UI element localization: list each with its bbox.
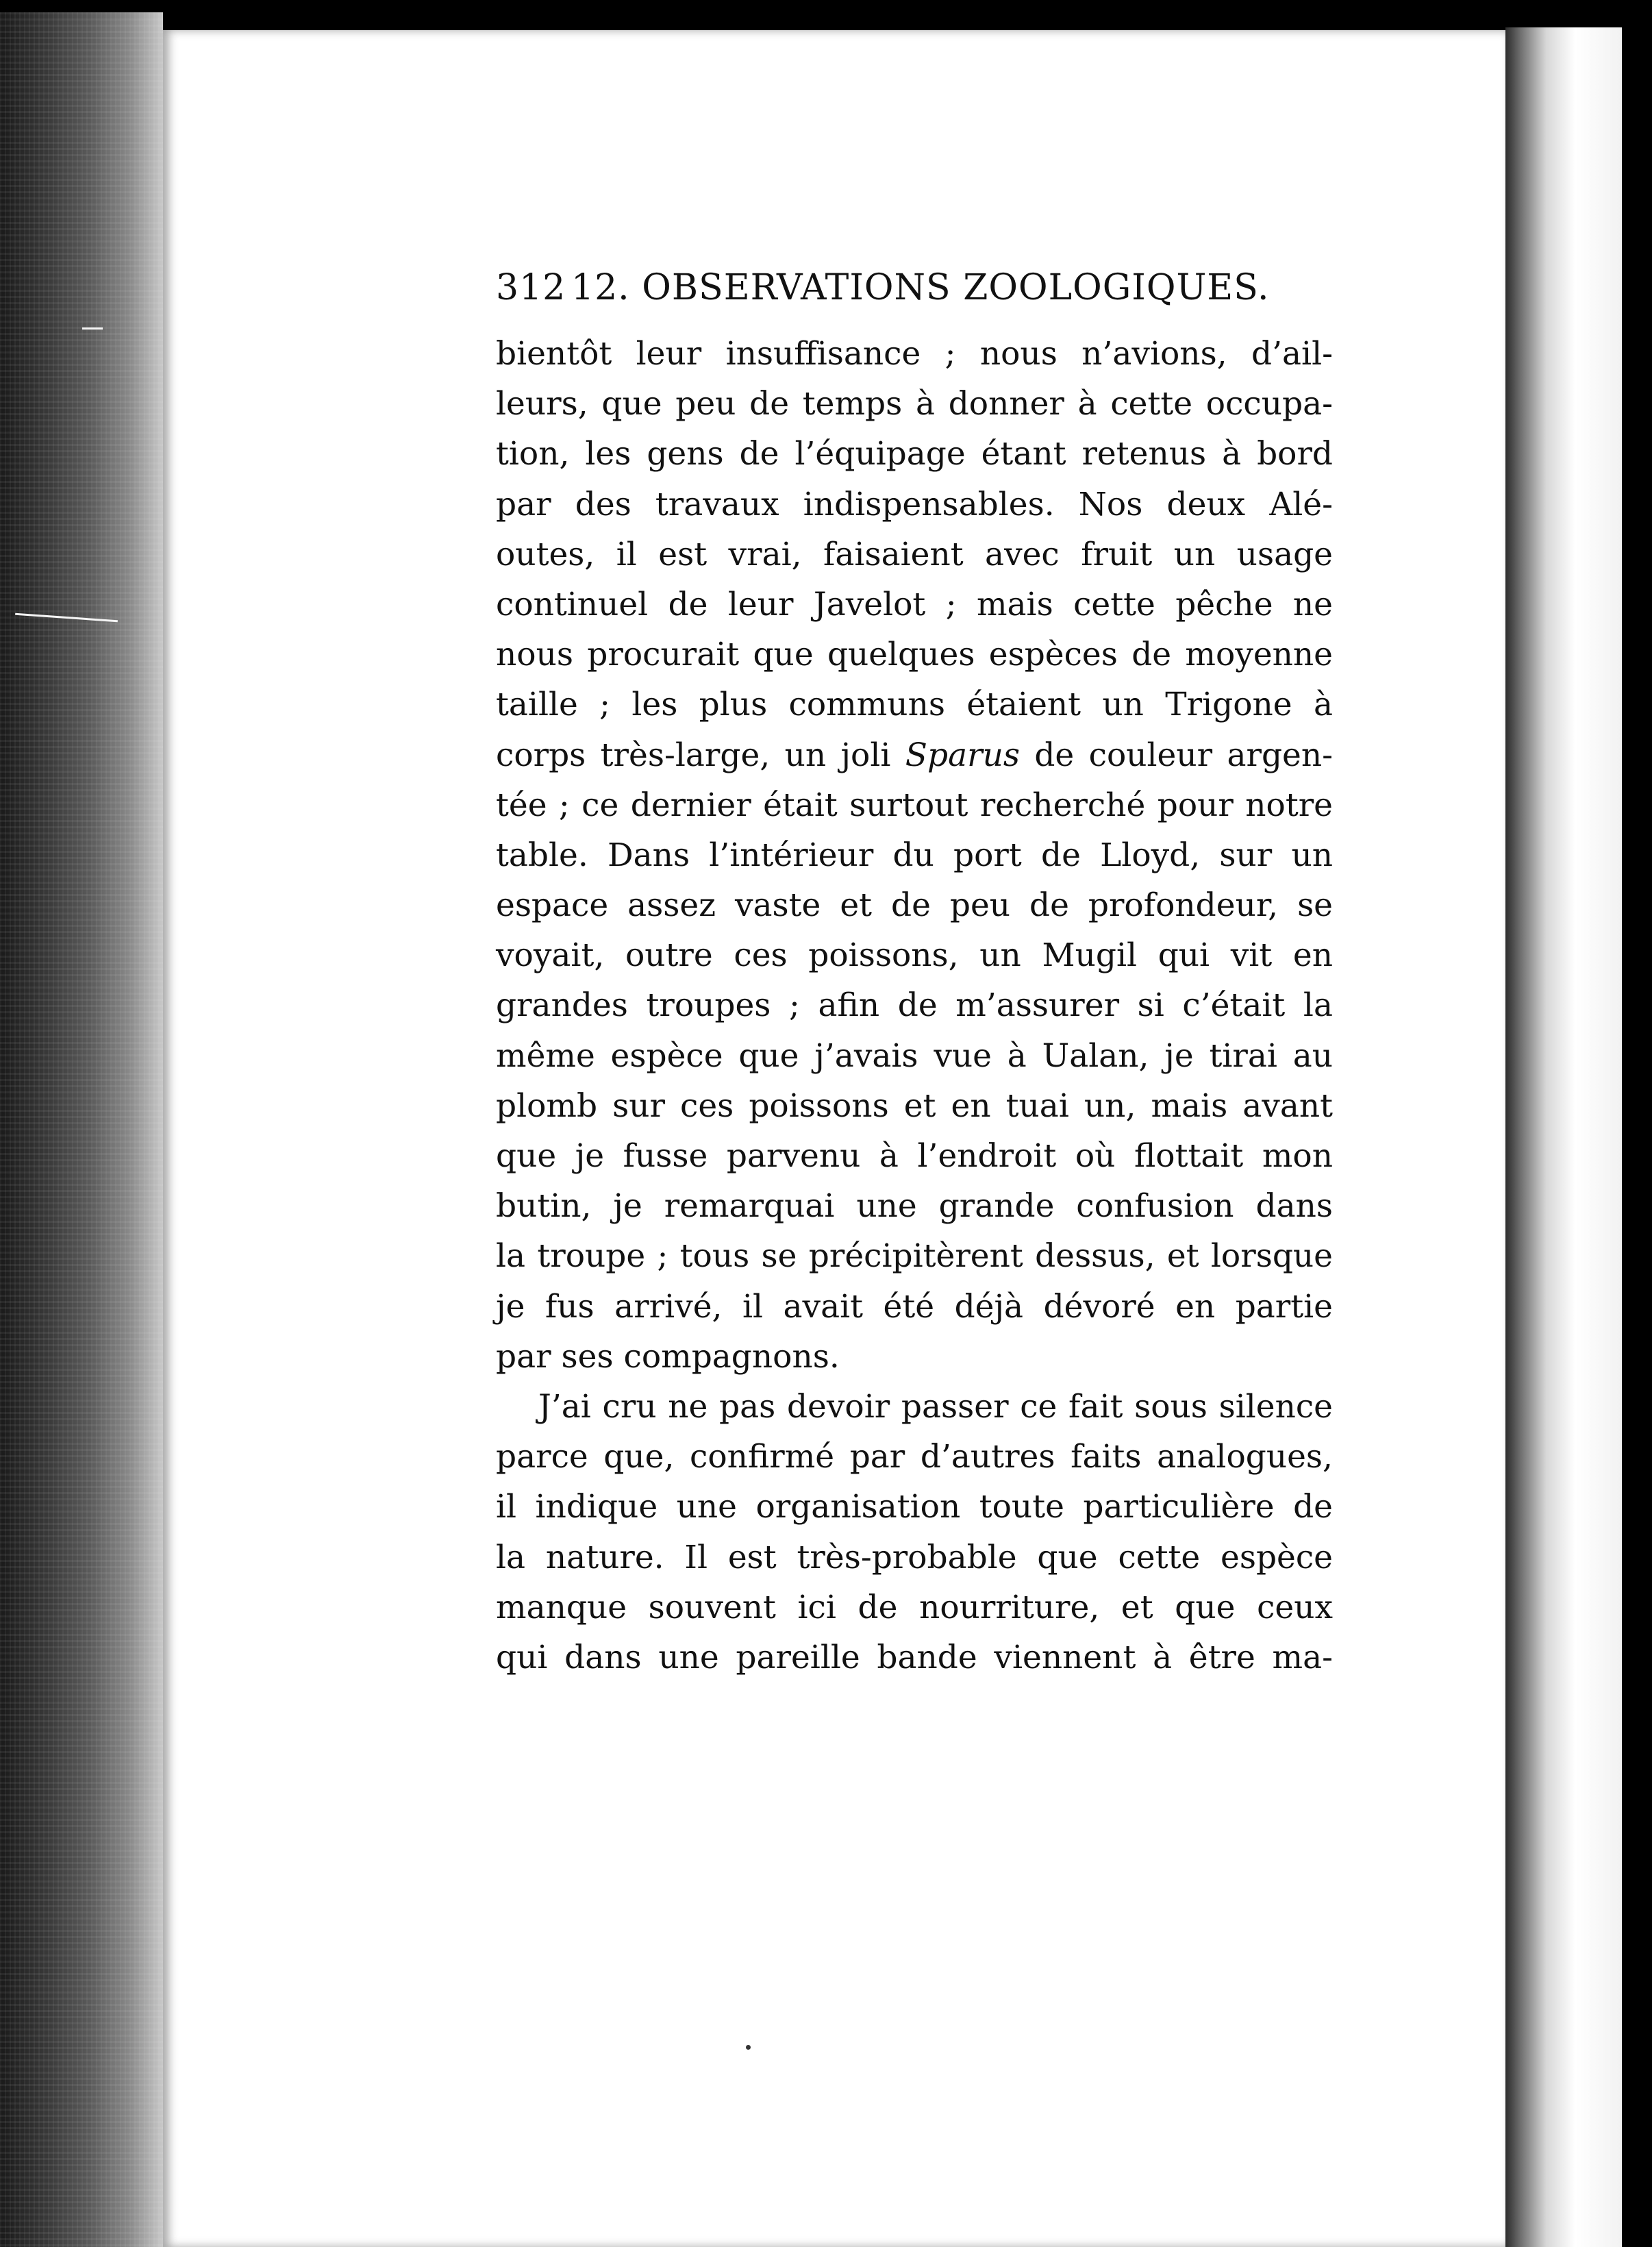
running-title: 12. OBSERVATIONS ZOOLOGIQUES.	[571, 267, 1270, 308]
right-scan-border	[1622, 0, 1652, 2247]
text-line: tée ; ce dernier était surtout recherché pour notre	[496, 786, 1333, 824]
text-line: J’ai cru ne pas devoir passer ce fait sous silence	[538, 1387, 1333, 1426]
text-line: par ses compagnons.	[496, 1337, 840, 1376]
text-line: nous procurait que quelques espèces de moyenne	[496, 636, 1333, 674]
text-line: parce que, confirmé par d’autres faits analogues,	[496, 1438, 1333, 1476]
facing-page-edge	[1505, 27, 1622, 2247]
stray-mark	[82, 327, 103, 330]
text-line: table. Dans l’intérieur du port de Lloyd, sur un	[496, 836, 1333, 874]
text-line: corps très-large, un joli Sparus de couleur argen-	[496, 736, 1334, 774]
text-line: qui dans une pareille bande viennent à être ma-	[496, 1638, 1333, 1676]
page-number: 312	[496, 267, 566, 308]
text-line: taille ; les plus communs étaient un Trigone à	[496, 686, 1333, 724]
text-line: leurs, que peu de temps à donner à cette occupa-	[496, 385, 1333, 423]
text-line: butin, je remarquai une grande confusion dans	[496, 1187, 1333, 1226]
text-line: outes, il est vrai, faisaient avec fruit un usage	[496, 535, 1333, 573]
page-text-block	[496, 267, 1333, 1683]
text-line: grandes troupes ; afin de m’assurer si c’était la	[496, 986, 1333, 1025]
top-scan-border	[0, 0, 1652, 14]
text-line: espace assez vaste et de peu de profondeur, se	[496, 886, 1333, 925]
text-line: la troupe ; tous se précipitèrent dessus, et lorsque	[496, 1237, 1333, 1276]
text-line: même espèce que j’avais vue à Ualan, je tirai au	[496, 1036, 1333, 1075]
running-head	[496, 267, 1333, 329]
text-line: par des travaux indispensables. Nos deux Alé-	[496, 485, 1333, 523]
text-line: plomb sur ces poissons et en tuai un, mais avant	[496, 1087, 1333, 1125]
text-line: je fus arrivé, il avait été déjà dévoré en partie	[496, 1287, 1333, 1326]
text-line: voyait, outre ces poissons, un Mugil qui vit en	[496, 936, 1333, 975]
book-binding-edge	[0, 12, 163, 2247]
text-line: continuel de leur Javelot ; mais cette pêche ne	[496, 585, 1333, 623]
text-line: que je fusse parvenu à l’endroit où flottait mon	[496, 1137, 1333, 1175]
text-line: il indique une organisation toute particulière de	[496, 1488, 1333, 1526]
text-line: la nature. Il est très-probable que cette espèce	[496, 1538, 1333, 1576]
ink-speck	[746, 2045, 751, 2050]
text-line: bientôt leur insuffisance ; nous n’avions, d’ail-	[496, 335, 1333, 373]
italic-genus-name: Sparus	[905, 736, 1020, 774]
text-line: manque souvent ici de nourriture, et que ceux	[496, 1588, 1333, 1626]
text-line: tion, les gens de l’équipage étant retenus à bord	[496, 435, 1333, 473]
